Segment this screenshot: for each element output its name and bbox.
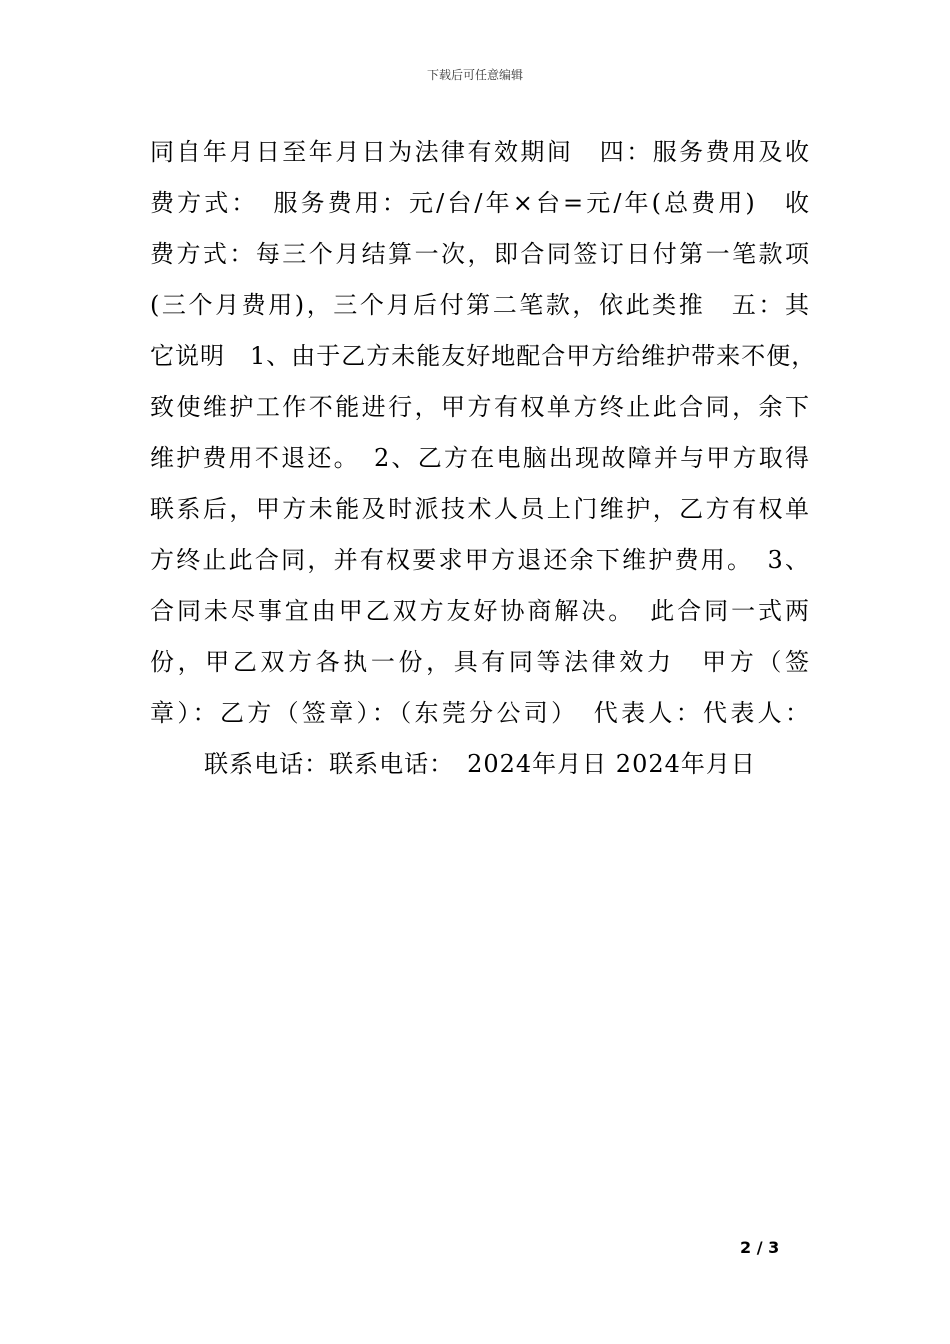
text-line: 费方式： 服务费用：元/台/年×台=元/年(总费用) 收 (150, 189, 810, 217)
text-line: 联系后，甲方未能及时派技术人员上门维护，乙方有权单 (150, 495, 810, 523)
text-line: 致使维护工作不能进行，甲方有权单方终止此合同，余下 (150, 393, 810, 421)
text-line: 维护费用不退还。 2、乙方在电脑出现故障并与甲方取得 (150, 444, 810, 472)
document-body (150, 127, 817, 790)
text-line: 合同未尽事宜由甲乙双方友好协商解决。 此合同一式两 (150, 597, 810, 625)
text-line: 联系电话：联系电话： 2024年月日 2024年月日 (204, 750, 756, 778)
text-line: (三个月费用)，三个月后付第二笔款，依此类推 五：其 (150, 291, 810, 319)
text-line: 同自年月日至年月日为法律有效期间 四：服务费用及收 (150, 138, 810, 166)
text-line: 份，甲乙双方各执一份，具有同等法律效力 甲方（签 (150, 648, 810, 676)
header-note: 下载后可任意编辑 (426, 68, 523, 82)
page-number: 2 / 3 (740, 1238, 780, 1257)
text-line: 章）：乙方（签章）：（东莞分公司） 代表人：代表人： (150, 699, 810, 727)
text-line: 方终止此合同，并有权要求甲方退还余下维护费用。 3、 (150, 546, 810, 574)
text-line: 它说明 1、由于乙方未能友好地配合甲方给维护带来不便， (150, 342, 817, 370)
text-line: 费方式：每三个月结算一次，即合同签订日付第一笔款项 (150, 240, 810, 268)
